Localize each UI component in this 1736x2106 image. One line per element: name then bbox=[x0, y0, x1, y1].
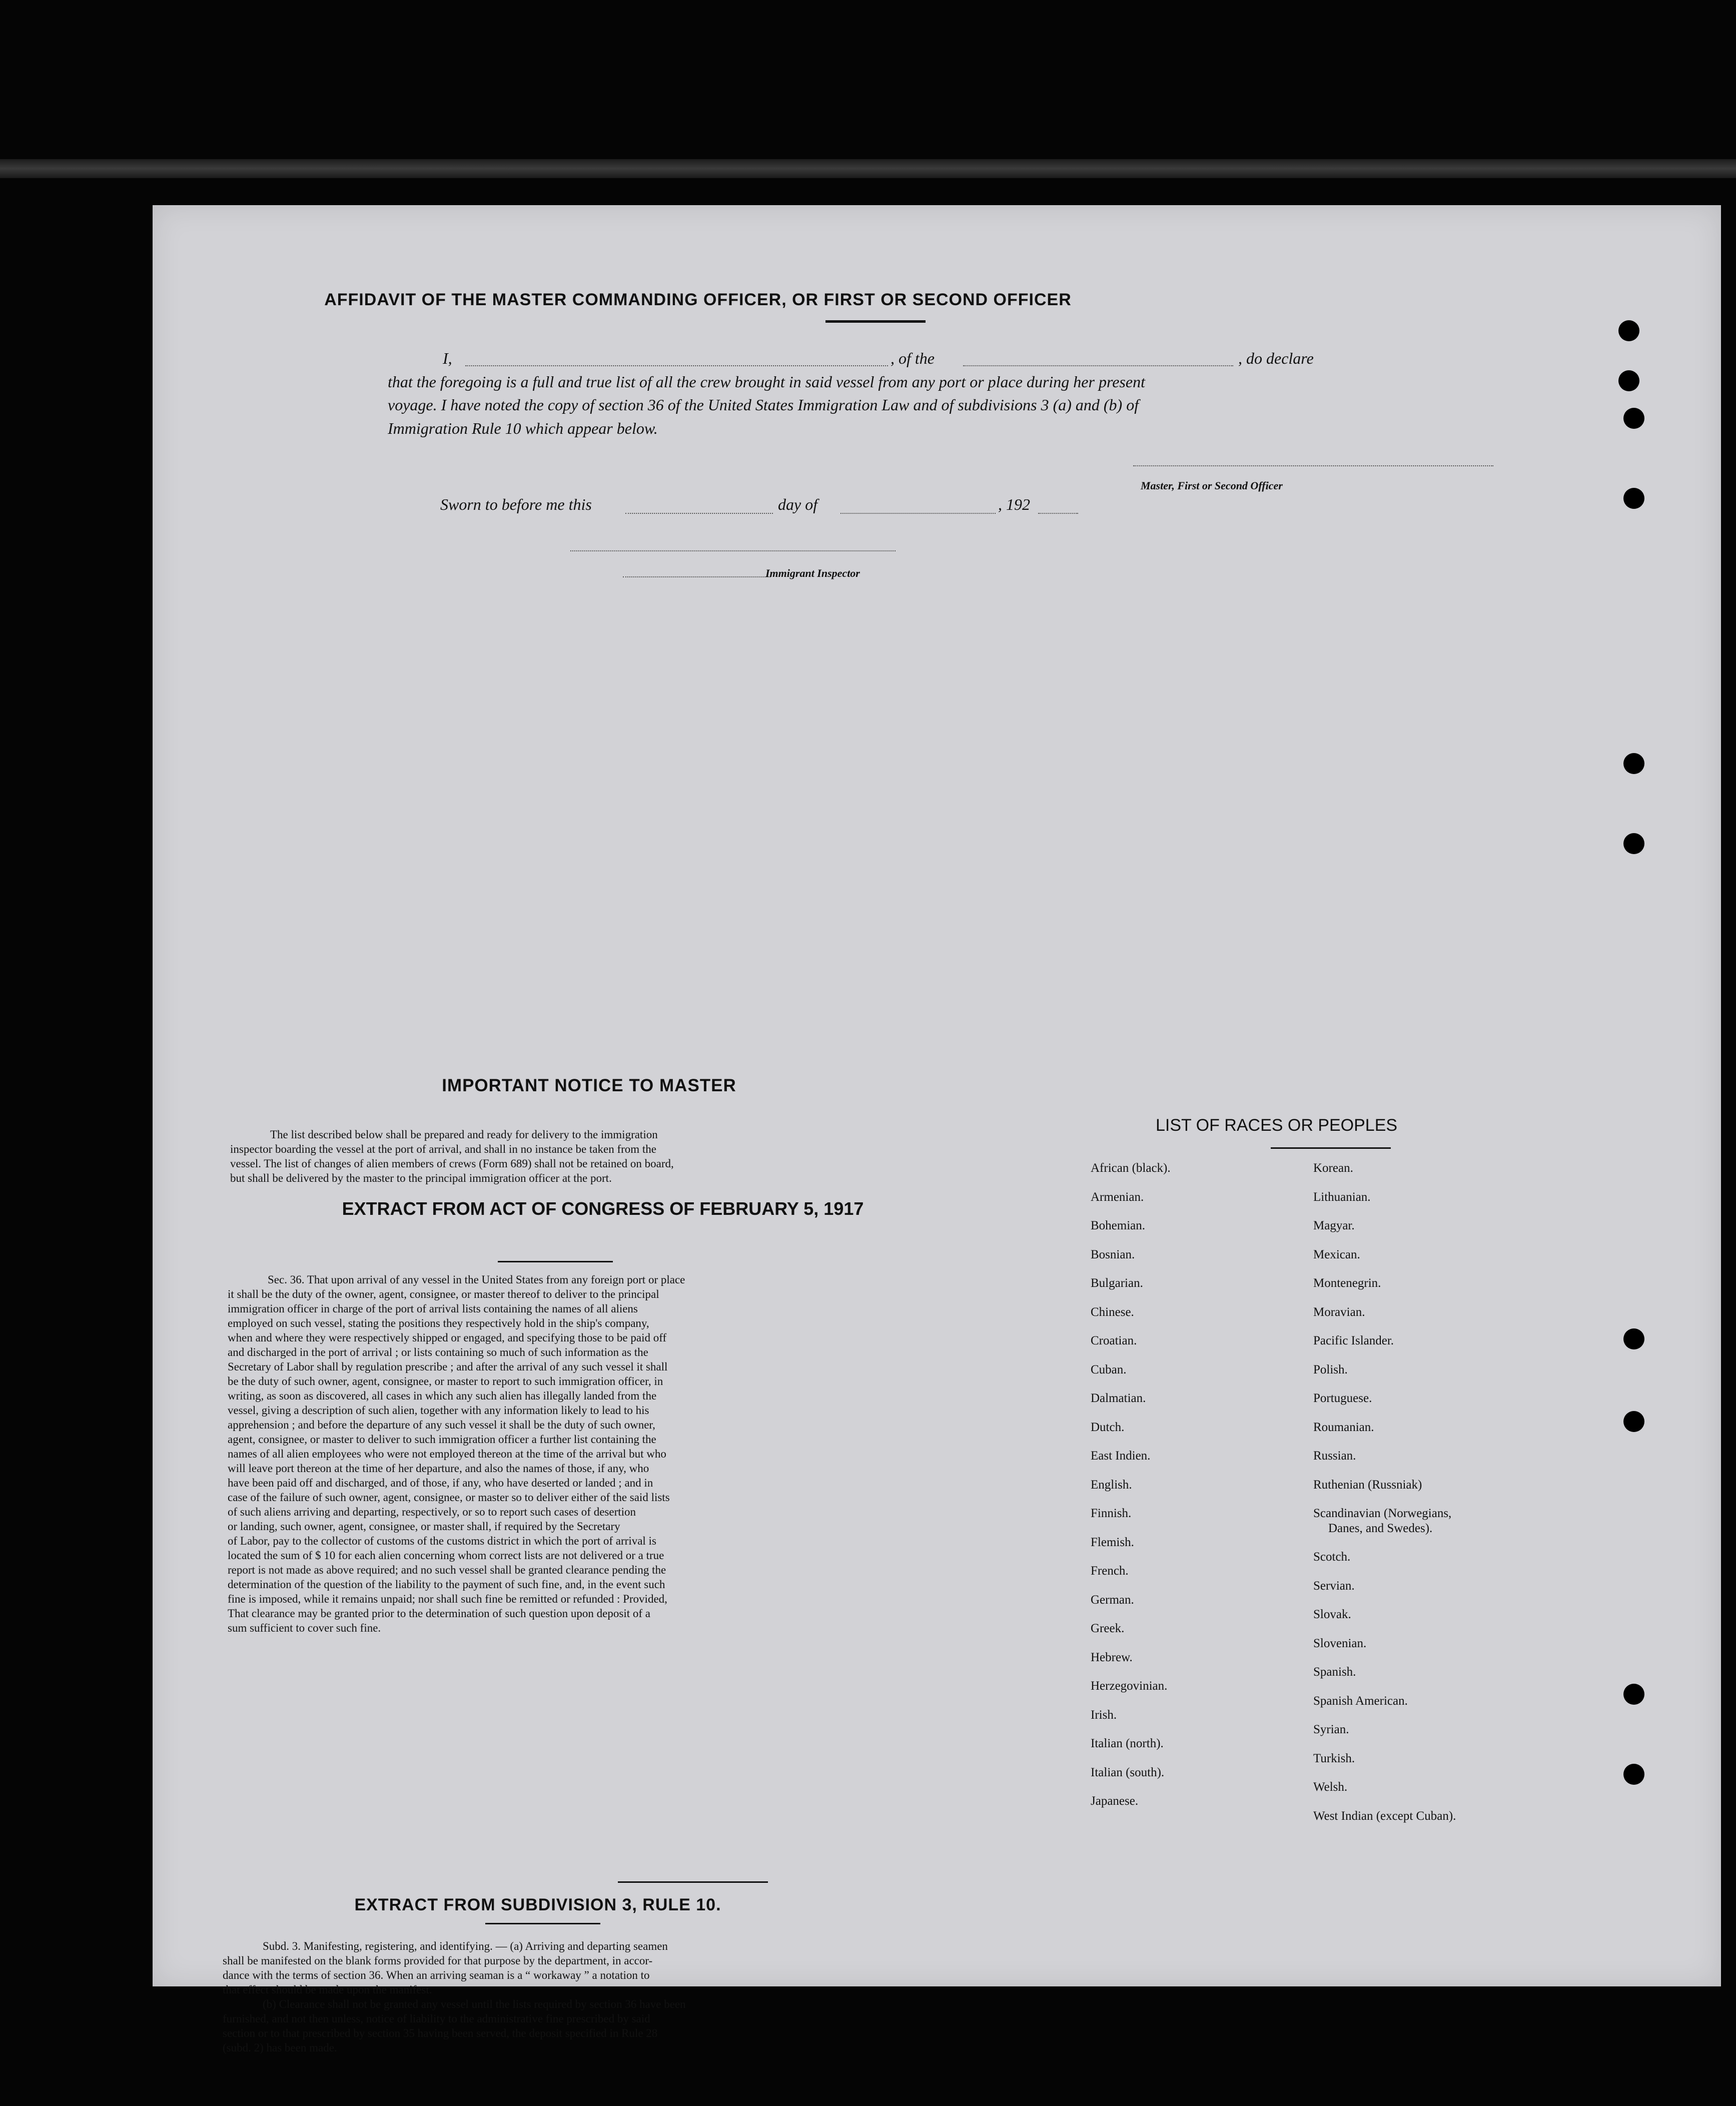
notice-line: but shall be delivered by the master to the principal immigration officer at the port. bbox=[230, 1172, 612, 1184]
race-item: East Indien. bbox=[1091, 1449, 1151, 1463]
race-item: Herzegovinian. bbox=[1091, 1679, 1168, 1693]
race-item: Moravian. bbox=[1313, 1305, 1365, 1319]
race-item: Syrian. bbox=[1313, 1723, 1349, 1736]
rule-extract-top-rule bbox=[618, 1881, 768, 1883]
act-extract-title: EXTRACT FROM ACT OF CONGRESS OF FEBRUARY 5, 1917 bbox=[342, 1198, 864, 1219]
notice-line: The list described below shall be prepared and ready for delivery to the immigration bbox=[270, 1128, 658, 1141]
race-item: Flemish. bbox=[1091, 1535, 1134, 1549]
year-label: , 192 bbox=[998, 495, 1030, 513]
punch-hole-2 bbox=[1618, 370, 1639, 391]
master-signature-field[interactable] bbox=[1133, 465, 1493, 466]
rule-extract-line: furnished, and not then unless, notice of liability to the administrative fine prescribed by said bbox=[223, 2012, 650, 2025]
race-item bbox=[1313, 1506, 1456, 1550]
act-extract-line: and discharged in the port of arrival ; or lists containing so much of such information as the bbox=[228, 1346, 648, 1358]
race-item: Pacific Islander. bbox=[1313, 1334, 1394, 1347]
rule-extract-line: section or to that prescribed by section 35 having been served, the deposit specified in Rule 28 bbox=[223, 2027, 658, 2039]
race-item: Spanish American. bbox=[1313, 1694, 1408, 1708]
punch-hole-1 bbox=[1618, 320, 1639, 341]
act-extract-line: agent, consignee, or master to deliver to such immigration officer a further list containing the bbox=[228, 1433, 656, 1446]
race-item: Dalmatian. bbox=[1091, 1391, 1146, 1405]
rule-extract-line: (subd. 2) has been made. bbox=[223, 2041, 337, 2054]
act-extract-line: employed on such vessel, stating the positions they respectively hold in the ship's company, bbox=[228, 1317, 649, 1329]
act-extract-line: vessel, giving a description of such alien, together with any information likely to lead to his bbox=[228, 1404, 649, 1417]
race-item: Croatian. bbox=[1091, 1334, 1137, 1347]
rule-extract-title: EXTRACT FROM SUBDIVISION 3, RULE 10. bbox=[354, 1895, 721, 1914]
rule-extract-line: shall be manifested on the blank forms provided for that purpose by the department, in accor- bbox=[223, 1954, 653, 1967]
race-item-continuation: Danes, and Swedes). bbox=[1328, 1522, 1433, 1535]
race-item: Hebrew. bbox=[1091, 1650, 1133, 1664]
act-extract-line: apprehension ; and before the departure of any such vessel it shall be the duty of such owner, bbox=[228, 1419, 655, 1431]
document-page bbox=[153, 205, 1721, 2054]
inspector-label: Immigrant Inspector bbox=[765, 567, 860, 579]
notice-title: IMPORTANT NOTICE TO MASTER bbox=[442, 1076, 736, 1095]
act-extract-line: or landing, such owner, agent, consignee, or master shall, if required by the Secretary bbox=[228, 1520, 620, 1533]
punch-hole-3 bbox=[1623, 408, 1644, 429]
act-extract-line: fine is imposed, while it remains unpaid; nor shall such fine be remitted or refunded : Provided, bbox=[228, 1593, 667, 1605]
race-item: Servian. bbox=[1313, 1579, 1355, 1593]
do-declare-label: , do declare bbox=[1238, 349, 1314, 367]
act-extract-line: have been paid off and discharged, and of those, if any, who have deserted or landed ; and in bbox=[228, 1477, 653, 1489]
punch-hole-10 bbox=[1623, 1764, 1644, 1785]
sworn-month-field[interactable] bbox=[840, 513, 996, 514]
race-item: Montenegrin. bbox=[1313, 1276, 1381, 1290]
rule-extract-text bbox=[223, 1939, 968, 2055]
race-item: Portuguese. bbox=[1313, 1391, 1372, 1405]
affidavit-title: AFFIDAVIT OF THE MASTER COMMANDING OFFICER, OR FIRST OR SECOND OFFICER bbox=[324, 290, 1072, 309]
punch-hole-7 bbox=[1623, 1328, 1644, 1349]
race-item: Polish. bbox=[1313, 1362, 1348, 1376]
act-extract-line: Sec. 36. That upon arrival of any vessel in the United States from any foreign port or place bbox=[268, 1273, 685, 1286]
act-extract-text bbox=[228, 1272, 971, 1635]
race-item: Italian (north). bbox=[1091, 1737, 1164, 1750]
punch-hole-9 bbox=[1623, 1684, 1644, 1705]
race-item: German. bbox=[1091, 1593, 1134, 1607]
affidavit-body-line1: that the foregoing is a full and true list of all the crew brought in said vessel from any port or place during her present bbox=[388, 373, 1145, 391]
act-extract-line: it shall be the duty of the owner, agent, consignee, or master thereof to deliver to the principal bbox=[228, 1288, 659, 1300]
race-item: Slovak. bbox=[1313, 1608, 1351, 1621]
race-item: Spanish. bbox=[1313, 1665, 1356, 1679]
race-item: Bosnian. bbox=[1091, 1247, 1135, 1261]
race-item: Scotch. bbox=[1313, 1550, 1351, 1564]
day-of-label: day of bbox=[778, 495, 818, 513]
race-item: Ruthenian (Russniak) bbox=[1313, 1478, 1422, 1492]
act-extract-line: will leave port thereon at the time of her departure, and also the names of those, if any, who bbox=[228, 1462, 649, 1475]
race-item: Roumanian. bbox=[1313, 1420, 1374, 1434]
races-title: LIST OF RACES OR PEOPLES bbox=[1156, 1116, 1398, 1135]
act-extract-line: immigration officer in charge of the port of arrival lists containing the names of all aliens bbox=[228, 1302, 638, 1315]
race-item: West Indian (except Cuban). bbox=[1313, 1809, 1456, 1823]
race-item: Turkish. bbox=[1313, 1751, 1355, 1765]
race-item-label: Scandinavian (Norwegians, bbox=[1313, 1507, 1452, 1520]
race-item: Slovenian. bbox=[1313, 1636, 1367, 1650]
inspector-signature-field-upper[interactable] bbox=[570, 550, 896, 551]
act-extract-line: sum sufficient to cover such fine. bbox=[228, 1622, 381, 1634]
race-item: Chinese. bbox=[1091, 1305, 1134, 1319]
race-item: Mexican. bbox=[1313, 1247, 1360, 1261]
race-item: Welsh. bbox=[1313, 1780, 1348, 1794]
act-extract-line: case of the failure of such owner, agent, consignee, or master so to deliver either of the said lists bbox=[228, 1491, 670, 1504]
inspector-signature-field[interactable] bbox=[623, 576, 770, 577]
act-extract-line: report is not made as above required; and no such vessel shall be granted clearance pending the bbox=[228, 1564, 666, 1576]
act-extract-line: of such aliens arriving and departing, respectively, or so to report such cases of desertion bbox=[228, 1506, 636, 1518]
affidavit-body-line3: Immigration Rule 10 which appear below. bbox=[388, 419, 658, 437]
race-item: Japanese. bbox=[1091, 1794, 1139, 1808]
race-item: Dutch. bbox=[1091, 1420, 1125, 1434]
race-item: Italian (south). bbox=[1091, 1765, 1165, 1779]
declarant-label: I, bbox=[443, 349, 452, 367]
race-item: Armenian. bbox=[1091, 1190, 1144, 1204]
races-column-2 bbox=[1313, 1161, 1456, 1837]
rule-extract-line: that effect should be made upon the manifest. bbox=[223, 1983, 432, 1996]
races-title-rule bbox=[1271, 1147, 1391, 1149]
rule-extract-rule bbox=[485, 1923, 600, 1924]
races-column-1 bbox=[1091, 1161, 1171, 1823]
notice-text bbox=[230, 1127, 981, 1185]
affidavit-title-rule bbox=[825, 320, 926, 323]
race-item: Finnish. bbox=[1091, 1507, 1132, 1520]
race-item: Korean. bbox=[1313, 1161, 1353, 1175]
affidavit-body-line2: voyage. I have noted the copy of section 36 of the United States Immigration Law and of subdivisions 3 (a) and (b) of bbox=[388, 396, 1139, 414]
rule-extract-line: dance with the terms of section 36. When an arriving seaman is a “ workaway ” a notation to bbox=[223, 1969, 650, 1981]
punch-hole-4 bbox=[1623, 488, 1644, 509]
act-extract-line: be the duty of such owner, agent, consignee, or master to report to such immigration officer, in bbox=[228, 1375, 663, 1387]
act-extract-rule bbox=[498, 1261, 613, 1262]
master-signature-label: Master, First or Second Officer bbox=[1141, 479, 1283, 492]
race-item: Russian. bbox=[1313, 1449, 1356, 1463]
race-item: Bohemian. bbox=[1091, 1219, 1146, 1232]
act-extract-line: That clearance may be granted prior to the determination of such question upon deposit of a bbox=[228, 1607, 650, 1620]
of-the-label: , of the bbox=[891, 349, 935, 367]
rule-extract-line: (b) Clearance shall not be granted any vessel until the lists required by section 36 have been bbox=[263, 1998, 686, 2010]
act-extract-line: of Labor, pay to the collector of customs of the customs district in which the port of arrival is bbox=[228, 1535, 656, 1547]
race-item: Magyar. bbox=[1313, 1219, 1355, 1232]
act-extract-line: determination of the question of the liability to the payment of such fine, and, in the event such bbox=[228, 1578, 665, 1591]
race-item: Bulgarian. bbox=[1091, 1276, 1143, 1290]
act-extract-line: writing, as soon as discovered, all cases in which any such alien has illegally landed from the bbox=[228, 1389, 657, 1402]
race-item: Lithuanian. bbox=[1313, 1190, 1371, 1204]
race-item: English. bbox=[1091, 1478, 1132, 1492]
sworn-day-field[interactable] bbox=[625, 513, 773, 514]
film-strip bbox=[0, 159, 1736, 178]
act-extract-line: Secretary of Labor shall by regulation prescribe ; and after the arrival of any such vessel it shall bbox=[228, 1360, 668, 1373]
punch-hole-6 bbox=[1623, 833, 1644, 854]
act-extract-line: when and where they were respectively shipped or engaged, and specifying those to be paid off bbox=[228, 1331, 667, 1344]
race-item: Greek. bbox=[1091, 1622, 1125, 1635]
declarant-name-field[interactable] bbox=[465, 365, 888, 366]
act-extract-line: names of all alien employees who were not employed thereon at the time of the arrival but who bbox=[228, 1448, 666, 1460]
act-extract-line: located the sum of $ 10 for each alien concerning whom correct lists are not delivered or a true bbox=[228, 1549, 664, 1562]
vessel-name-field[interactable] bbox=[963, 365, 1233, 366]
race-item: Irish. bbox=[1091, 1708, 1117, 1722]
race-item: African (black). bbox=[1091, 1161, 1171, 1175]
race-item: Cuban. bbox=[1091, 1362, 1127, 1376]
notice-line: inspector boarding the vessel at the port of arrival, and shall in no instance be taken from the bbox=[230, 1143, 657, 1155]
punch-hole-5 bbox=[1623, 753, 1644, 774]
notice-line: vessel. The list of changes of alien members of crews (Form 689) shall not be retained on board, bbox=[230, 1157, 674, 1170]
sworn-label: Sworn to before me this bbox=[440, 495, 592, 513]
rule-extract-line: Subd. 3. Manifesting, registering, and identifying. — (a) Arriving and departing seamen bbox=[263, 1940, 668, 1952]
sworn-year-field[interactable] bbox=[1038, 513, 1078, 514]
race-item: French. bbox=[1091, 1564, 1129, 1578]
punch-hole-8 bbox=[1623, 1411, 1644, 1432]
